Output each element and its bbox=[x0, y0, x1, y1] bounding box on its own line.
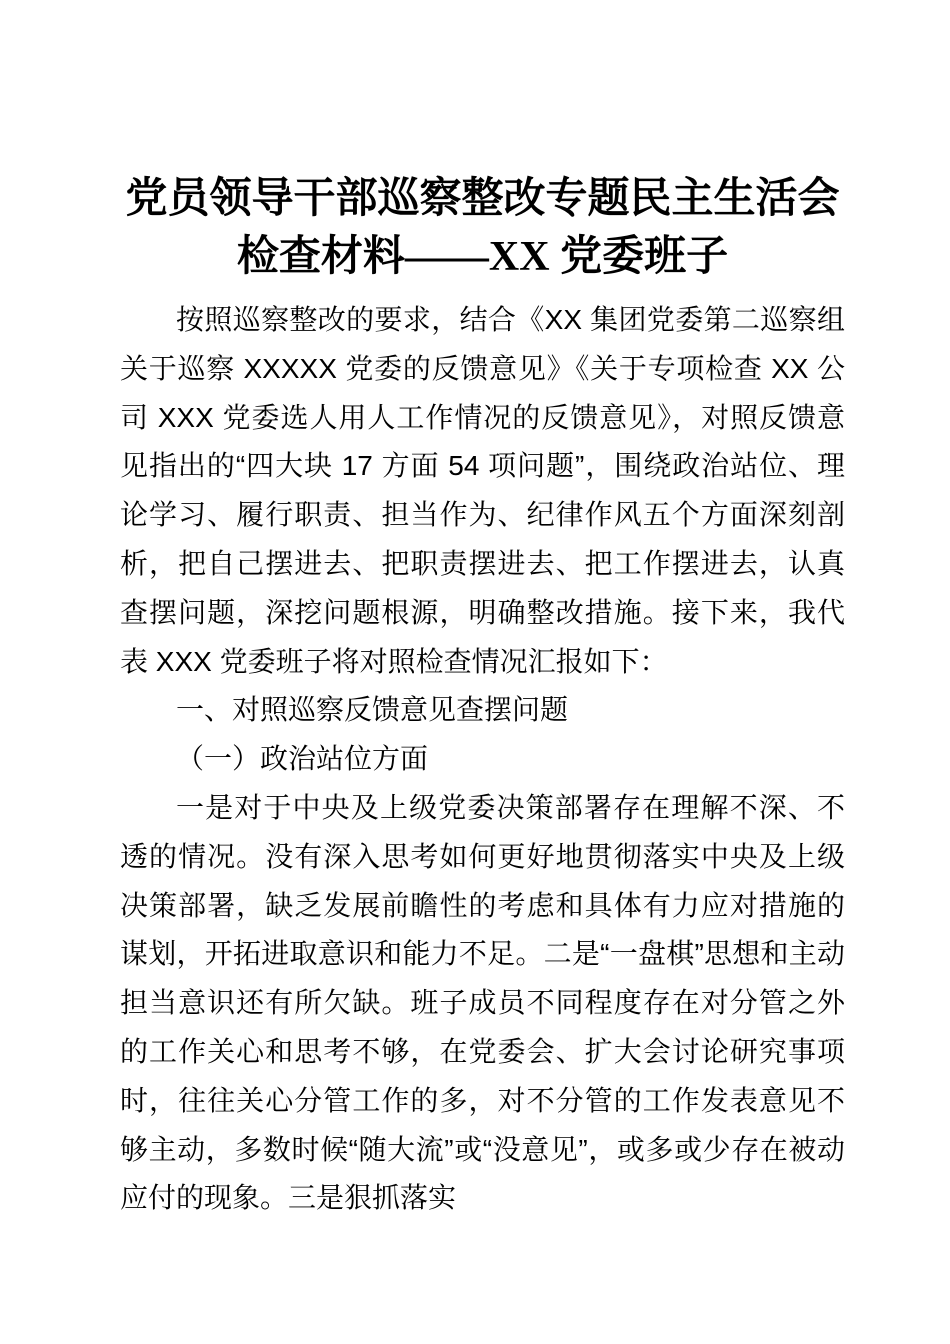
paragraph-intro: 按照巡察整改的要求，结合《XX 集团党委第二巡察组关于巡察 XXXXX 党委的反馈意见》《关于专项检查 XX 公司 XXX 党委选人用人工作情况的反馈意见》，对照反馈意见指出的“四大块 17 方面 54 项问题”，围绕政治站位、理论学习、履行职责、担当作为、纪律作风五个方面深刻剖析，把自己摆进去、把职责摆进去、把工作摆进去，认真查摆问题，深挖问题根源，明确整改措施。接下来，我代表 XXX 党委班子将对照检查情况汇报如下： bbox=[120, 304, 845, 677]
subsection-heading-political-stance: （一）政治站位方面 bbox=[176, 743, 429, 775]
section-heading-problems: 一、对照巡察反馈意见查摆问题 bbox=[176, 694, 569, 726]
paragraph-political-stance-issues: 一是对于中央及上级党委决策部署存在理解不深、不透的情况。没有深入思考如何更好地贯彻落实中央及上级决策部署，缺乏发展前瞻性的考虑和具体有力应对措施的谋划，开拓进取意识和能力不足。二是“一盘棋”思想和主动担当意识还有所欠缺。班子成员不同程度存在对分管之外的工作关心和思考不够，在党委会、扩大会讨论研究事项时，往往关心分管工作的多，对不分管的工作发表意见不够主动，多数时候“随大流”或“没意见”，或多或少存在被动应付的现象。三是狠抓落实 bbox=[120, 791, 845, 1214]
document-title: 党员领导干部巡察整改专题民主生活会检查材料——XX 党委班子 bbox=[125, 176, 840, 280]
